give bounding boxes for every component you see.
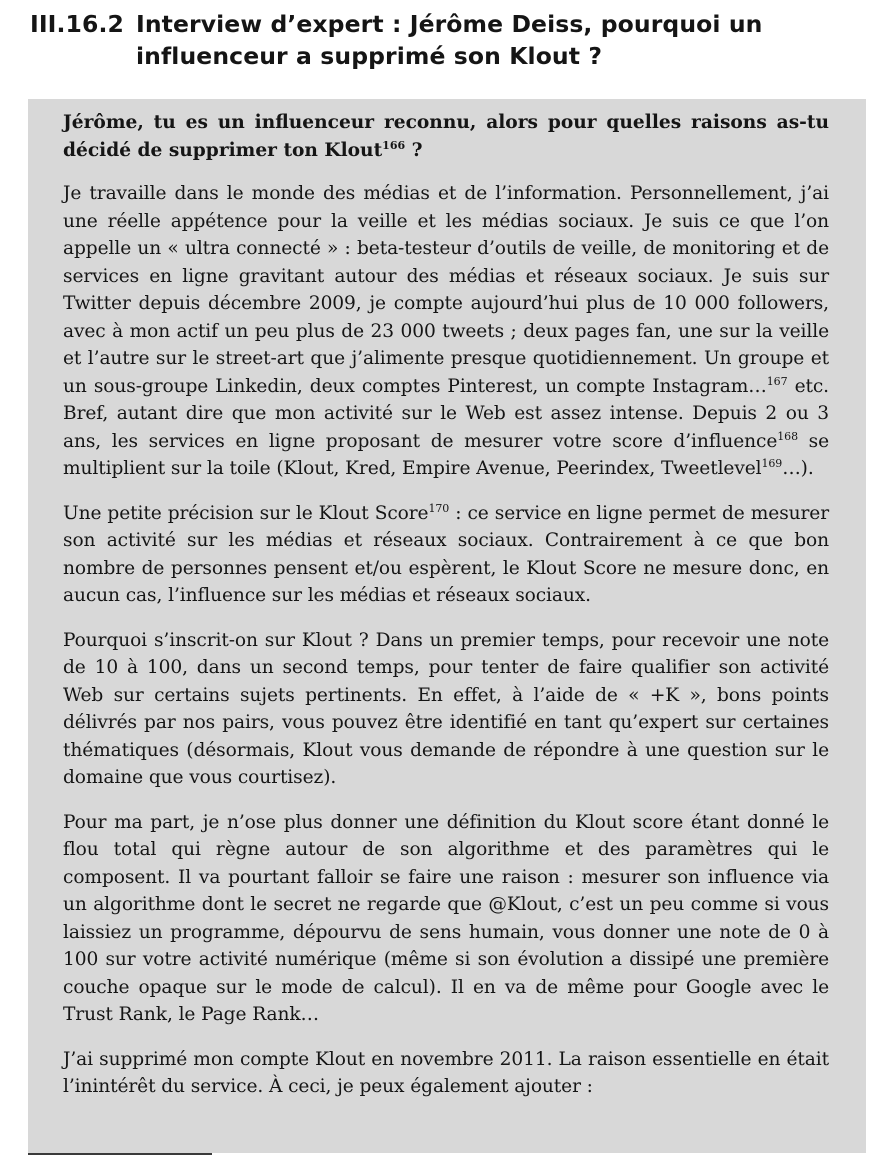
footnote-ref-166[interactable]: 166 [382,138,406,152]
answer-paragraph-3: Pourquoi s’inscrit-on sur Klout ? Dans un premier temps, pour recevoir une note de 10 à 100, dans un second temps, pour tenter de faire qualifier son activité Web sur certains sujets pertinents. En effet, à l’aide de « +K », bons points délivrés par nos pairs, vous pouvez être identifié en tant qu’expert sur certaines thématiques (désormais, Klout vous demande de répondre à une question sur le domaine que vous courtisez). [63,629,829,788]
section-title: Interview d’expert : Jérôme Deiss, pourquoi un influenceur a supprimé son Klout ? [136,10,763,70]
p1-part-a: Je travaille dans le monde des médias et de l’information. Personnellement, j’ai une réelle appétence pour la veille et les médias sociaux. Je suis ce que l’on appelle un « ultra connecté » : beta-testeur d’outils de veille, de monitoring et de services en ligne gravitant autour des médias et réseaux sociaux. Je suis sur Twitter depuis décembre 2009, je compte aujourd’hui plus de 10 000 followers, avec à mon actif un peu plus de 23 000 tweets ; deux pages fan, une sur la veille et l’autre sur le street-art que j’alimente presque quotidiennement. Un groupe et un sous-groupe Linkedin, deux comptes Pinterest, un compte Instagram… [63,183,829,397]
interview-question [63,109,829,164]
p1-part-b: etc. Bref, autant dire que mon activité sur le Web est assez intense. Depuis 2 ou 3 ans, les services en ligne proposant de mesurer votre score d’influence [63,375,829,452]
answer-paragraph-2 [63,500,829,610]
p1-part-d: …). [782,458,814,479]
section-heading [30,8,860,72]
footnote-ref-170[interactable]: 170 [428,501,450,515]
question-end: ? [405,139,423,161]
footnote-separator [28,1153,212,1155]
footnote-ref-167[interactable]: 167 [766,374,788,388]
footnote-ref-168[interactable]: 168 [777,429,798,443]
answer-paragraph-1 [63,180,829,483]
section-number: III.16.2 [30,10,124,38]
p2-part-b: : ce service en ligne permet de mesurer son activité sur les médias et réseaux sociaux. Contrairement à ce que bon nombre de personnes pensent et/ou espèrent, le Klout Score ne mesure donc, en aucun cas, l’influence sur les médias et réseaux sociaux. [63,502,829,606]
answer-paragraph-5: J’ai supprimé mon compte Klout en novembre 2011. La raison essentielle en était l’inintérêt du service. À ceci, je peux également ajouter : [63,1048,829,1097]
p1-part-c: se multiplient sur la toile (Klout, Kred, Empire Avenue, Peerindex, Tweetlevel [63,430,830,479]
question-text: Jérôme, tu es un influenceur reconnu, alors pour quelles raisons as-tu décidé de supprimer ton Klout [63,112,829,161]
answer-paragraph-4: Pour ma part, je n’ose plus donner une définition du Klout score étant donné le flou total qui règne autour de son algorithme et des paramètres qui le composent. Il va pourtant falloir se faire une raison : mesurer son influence via un algorithme dont le secret ne regarde que @Klout, c’est un peu comme si vous laissiez un programme, dépourvu de sens humain, vous donner une note de 0 à 100 sur votre activité numérique (même si son évolution a dissipé une première couche opaque sur le mode de calcul). Il en va de même pour Google avec le Trust Rank, le Page Rank… [63,811,829,1025]
interview-box [28,99,866,1153]
footnote-ref-169[interactable]: 169 [761,457,783,470]
p2-part-a: Une petite précision sur le Klout Score [63,502,429,524]
